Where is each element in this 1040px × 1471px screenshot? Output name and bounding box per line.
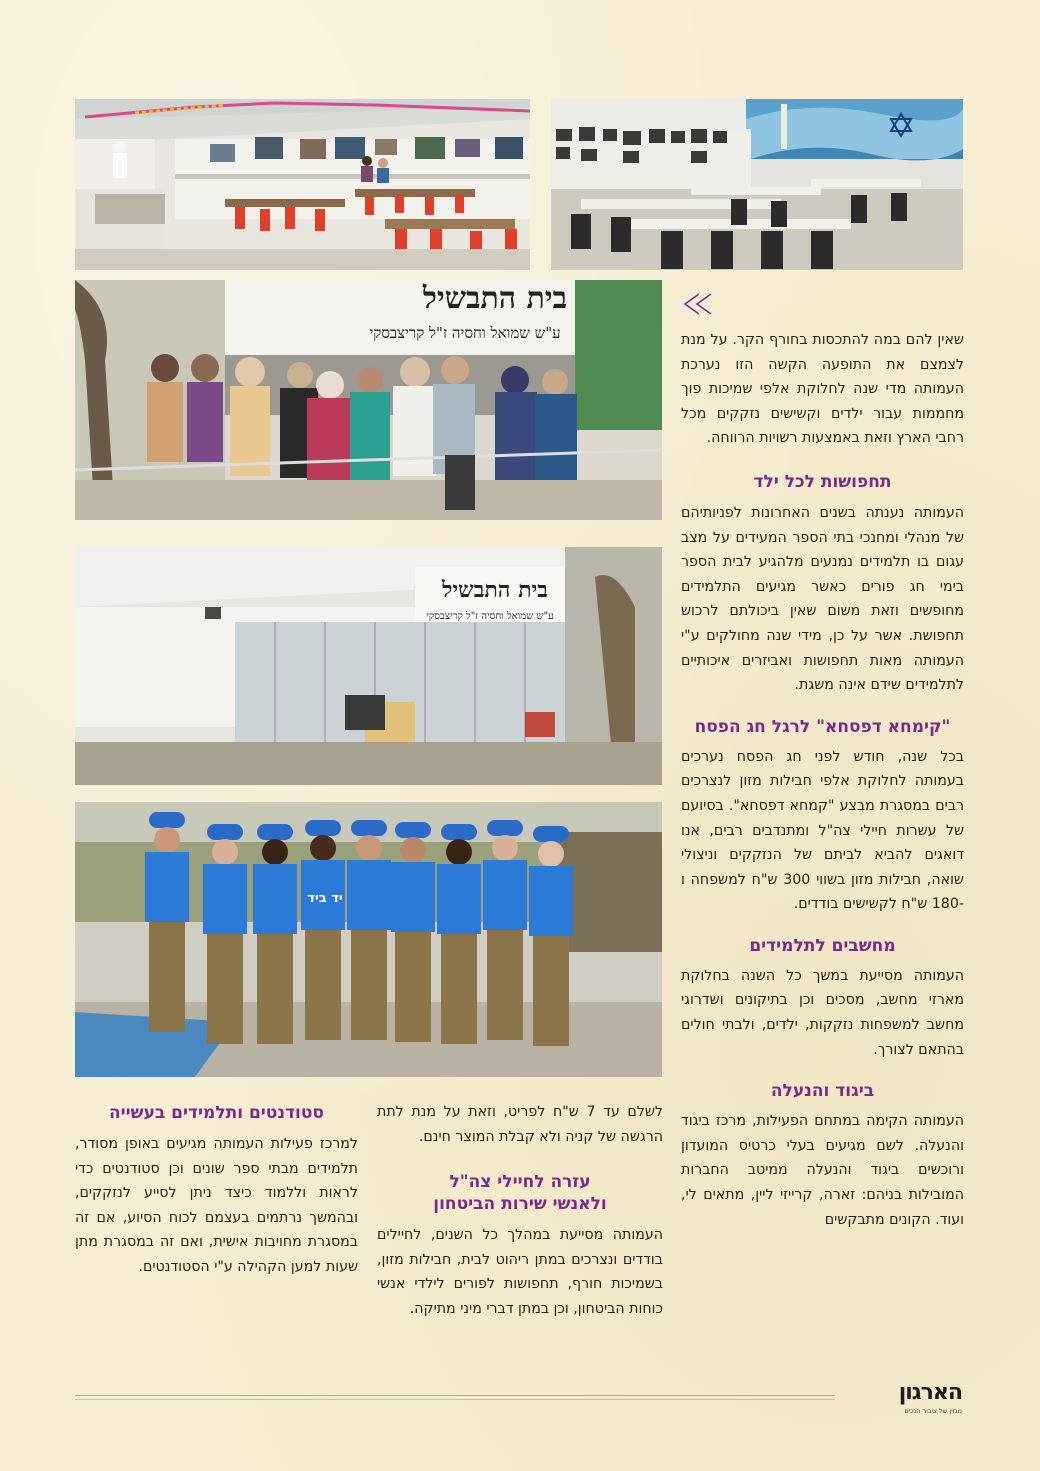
shirt-text: יד ביד (307, 891, 343, 906)
passover-paragraph: בכל שנה, חודש לפני חג הפסח נערכים בעמותה לחלוקת אלפי חבילות מזון לנצרכים רבים במסגרת מבצע "קמחא דפסחא". בסיועם של עשרות חיילי צה"ל ומתנדבים רבים, אנו דואגים להביא לביתם של הנזקקים וניצולי שואה, חבילות מזון בשווי 300 ש"ח למשפחה ו -180 ש"ח לקשישים בודדים. (681, 748, 964, 913)
dining-hall-photo (75, 99, 530, 270)
soldiers-heading-line1: עזרה לחיילי צה"ל (449, 1172, 591, 1193)
middle-column (377, 1100, 663, 1322)
costumes-heading: תחפושות לכל ילד (753, 471, 892, 492)
classroom-photo (551, 99, 963, 270)
clothing-paragraph-continued: לשלם עד 7 ש"ח לפריט, וזאת על מנת לתת הרגשה של קניה ולא קבלת המוצר חינם. (377, 1104, 663, 1145)
clothing-heading: ביגוד והנעלה (770, 1081, 875, 1102)
costumes-paragraph: העמותה נענתה בשנים האחרונות לפניותיהם של מנהלי ומחנכי בתי הספר המעידים על מצב עגום בו תלמידים נמנעים מלהגיע לבית הספר בימי חג פורים כאשר מגיעים התלמידים מחופשים וזאת משום שאין ביכולתם לרכוש תחפושת. אשר על כן, מידי שנה מחולקים ע"י העמותה מאות תחפושות ואביזרים איכותיים לתלמידים שידם אינה משגת. (681, 504, 964, 694)
sign-subtitle: ע"ש שמואל וחסיה ז"ל קריצבסקי (369, 324, 561, 342)
soldiers-paragraph: העמותה מסייעת במהלך כל השנים, לחיילים בודדים ונצרכים במתן ריהוט לבית, חבילות מזון, בשמיכות חורף, תחפושות לפורים לילדי אנשי כוחות הביטחון, וכן במתן דברי מיני מתיקה. (377, 1227, 663, 1317)
computers-paragraph: העמותה מסייעת במשך כל השנה בחלוקת מארזי מחשב, מסכים וכן בתיקונים ושדרוגי מחשב למשפחות נזקקות, ילדים, ולבתי חולים בהתאם לצורך. (681, 967, 964, 1058)
students-heading: סטודנטים ותלמידים בעשייה (108, 1103, 324, 1123)
footer-divider-2 (75, 1399, 835, 1400)
sign-title-2: בית התבשיל (442, 577, 548, 603)
passover-heading: "קימחא דפסחא" לרגל חג הפסח (694, 716, 951, 737)
soldiers-heading-line2: ולאנשי שירות הביטחון (433, 1194, 607, 1215)
sign-subtitle-2: ע"ש שמואל וחסיה ז"ל קריצבסקי (426, 611, 554, 622)
computers-heading: מחשבים לתלמידים (749, 935, 896, 956)
logo-subtitle: מגזין של ציבור הנכים (904, 1407, 962, 1415)
double-chevron-left-icon (681, 292, 717, 316)
intro-paragraph: שאין להם במה להתכסות בחורף הקר. על מנת לצמצם את התופעה הקשה הזו נערכת העמותה מדי שנה לחלוקת אלפי שמיכות פוך מחממות עבור ילדים וקשישים נזקקים מכל רחבי הארץ וזאת באמצעות רשויות הרווחה. (681, 332, 964, 447)
food-distribution-photo (75, 280, 662, 520)
right-column (681, 328, 964, 1232)
students-paragraph: למרכז פעילות העמותה מגיעים באופן מסודר, תלמידים מבתי ספר שונים וכן סטודנטים כדי לראות וללמוד כיצד ניתן לסייע לנזקקים, ובהמשך נרתמים בעצמם לכוח הסיוע, אם זה במסגרת מחויבות אישית, ואם זה במסגרת מתן שעות למען הקהילה ע"י הסטודנטים. (75, 1136, 358, 1275)
sign-title: בית התבשיל (422, 281, 568, 316)
magazine-logo (842, 1380, 962, 1424)
left-column (75, 1102, 358, 1280)
building-exterior-photo (75, 547, 662, 785)
footer-divider (75, 1395, 835, 1396)
logo-title: הארגון (898, 1380, 962, 1405)
soldiers-group-photo (75, 802, 662, 1077)
clothing-paragraph: העמותה הקימה במתחם הפעילות, מרכז ביגוד והנעלה. לשם מגיעים בעלי כרטיס המועדון ורוכשים ביגוד והנעלה ממיטב החברות המובילות בניהם: זארה, קרייזי ליין, מתאים לי, ועוד. הקונים מתבקשים (681, 1113, 964, 1228)
